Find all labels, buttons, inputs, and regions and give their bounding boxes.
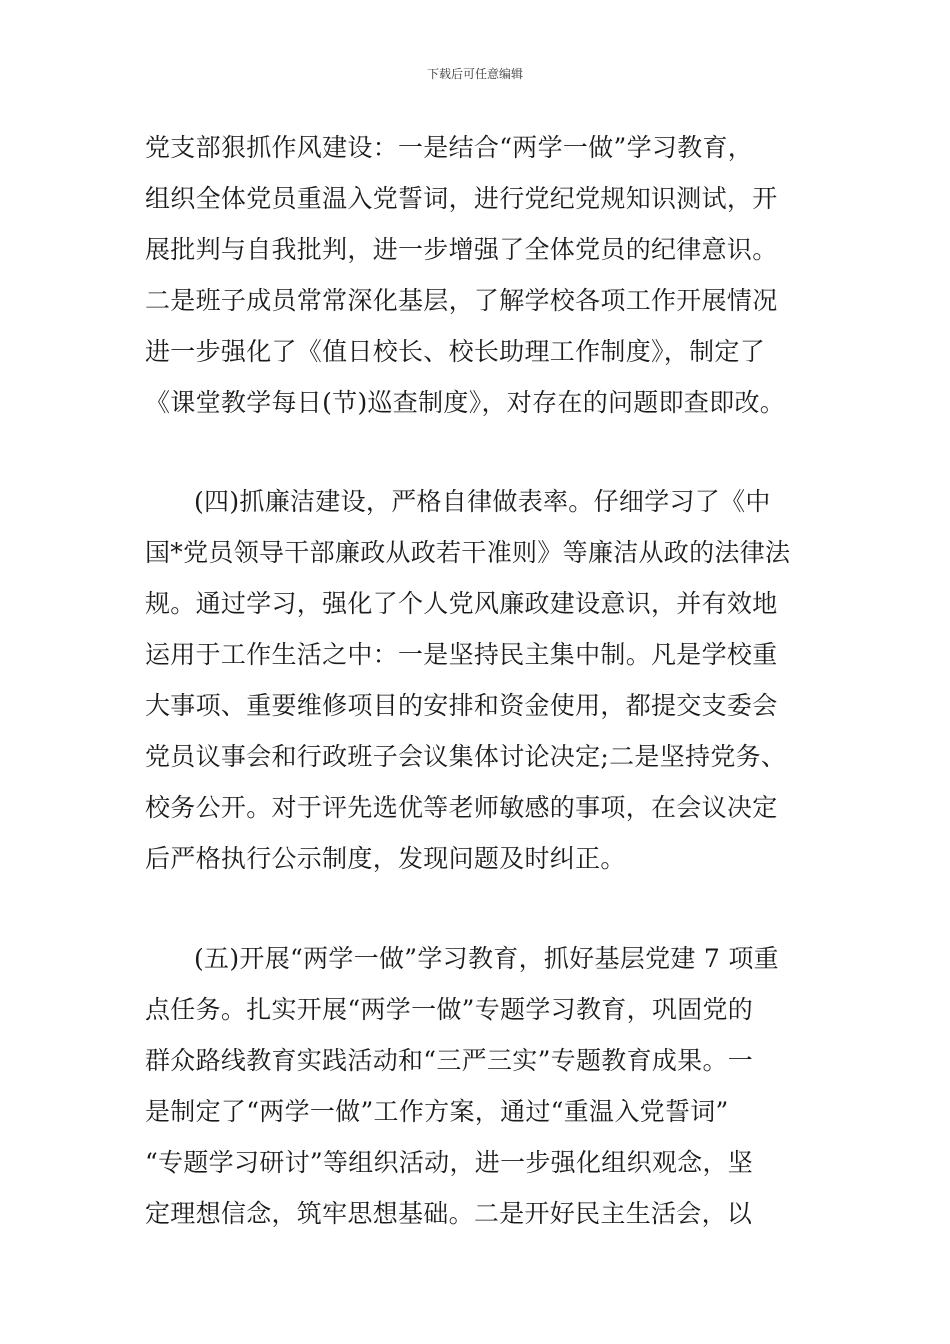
text-line: 规。通过学习，强化了个人党风廉政建设意识，并有效地 <box>145 589 778 618</box>
text-line: 后严格执行公示制度，发现问题及时纠正。 <box>145 844 626 873</box>
text-line: 国*党员领导干部廉政从政若干准则》等廉洁从政的法律法 <box>145 538 791 567</box>
text-line: 组织全体党员重温入党誓词，进行党纪党规知识测试，开 <box>145 184 778 213</box>
text-line: 校务公开。对于评先选优等老师敏感的事项，在会议决定 <box>145 793 778 822</box>
text-line: 定理想信念，筑牢思想基础。二是开好民主生活会，以 <box>145 1199 753 1228</box>
text-line: 展批判与自我批判，进一步增强了全体党员的纪律意识。 <box>145 235 778 264</box>
text-line: 《课堂教学每日(节)巡查制度》，对存在的问题即查即改。 <box>145 388 786 417</box>
text-line: 是制定了“两学一做”工作方案，通过“重温入党誓词” <box>145 1097 729 1126</box>
text-line: “专题学习研讨”等组织活动，进一步强化组织观念，坚 <box>145 1148 754 1177</box>
text-line: 群众路线教育实践活动和“三严三实”专题教育成果。一 <box>145 1046 754 1075</box>
text-line: 大事项、重要维修项目的安排和资金使用，都提交支委会 <box>145 691 778 720</box>
page-header-note: 下载后可任意编辑 <box>426 67 523 81</box>
text-line: 党支部狠抓作风建设：一是结合“两学一做”学习教育， <box>145 133 754 162</box>
text-line: 二是班子成员常常深化基层，了解学校各项工作开展情况 <box>145 286 778 315</box>
text-line: 运用于工作生活之中：一是坚持民主集中制。凡是学校重 <box>145 640 778 669</box>
text-line: 党员议事会和行政班子会议集体讨论决定;二是坚持党务、 <box>145 742 787 771</box>
text-line: (五)开展“两学一做”学习教育，抓好基层党建 7 项重 <box>194 944 779 973</box>
text-line: 进一步强化了《值日校长、校长助理工作制度》，制定了 <box>145 337 766 366</box>
text-line: (四)抓廉洁建设，严格自律做表率。仔细学习了《中 <box>194 487 771 516</box>
text-line: 点任务。扎实开展“两学一做”专题学习教育，巩固党的 <box>145 995 754 1024</box>
